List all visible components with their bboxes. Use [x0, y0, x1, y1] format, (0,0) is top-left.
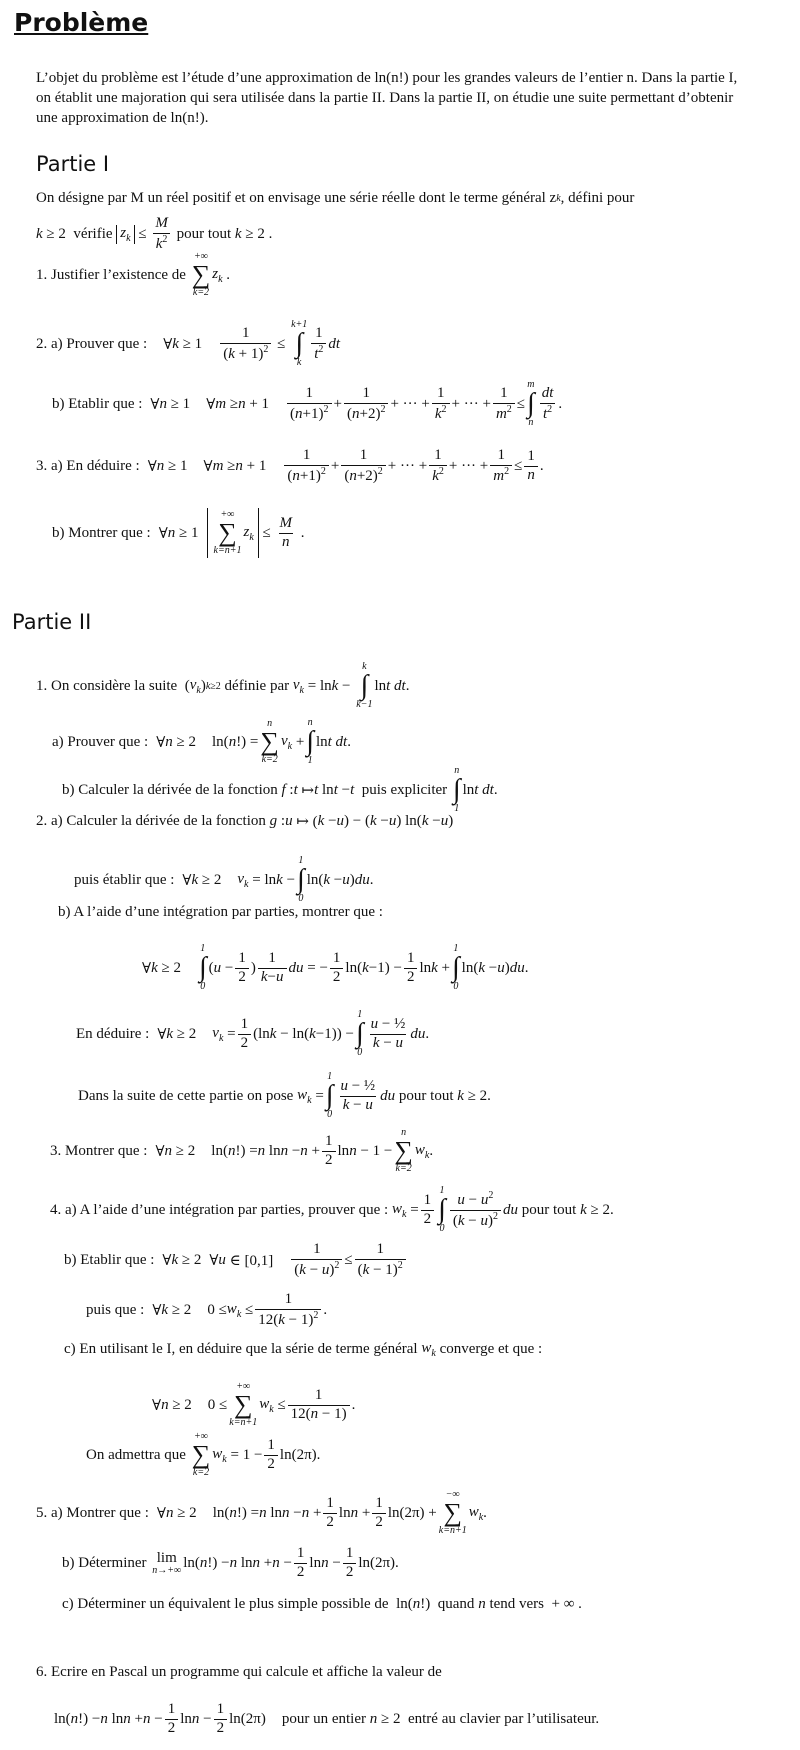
part-one-question-3b: b) Montrer que : ∀ n ≥ 1 +∞ ∑ k=n+1 $z_k$ ≤ $\frac{M}{n}$ .	[52, 509, 305, 556]
part-two-definition-wk: Dans la suite de cette partie on pose $w_k$ = 1 ∫ 0 $\frac{\text{u − ½}}{k - u}$ du pour tout k ≥ 2.	[78, 1071, 491, 1120]
part-two-question-4a: 4. a) A l’aide d’une intégration par parties, prouver que : $w_k$ = $\frac{1}{2}$ 1 ∫ 0 $\frac{u - u^2}{(k - u)^2}$ du pour tout k ≥ 2.	[50, 1185, 614, 1234]
document-title: Problème	[14, 8, 149, 37]
question-text: 3. a) En déduire :	[36, 457, 140, 474]
question-text: b) Montrer que :	[52, 524, 151, 541]
part-two-question-4c-formula: ∀ n ≥ 2 0 ≤ +∞ ∑ k=n+1 $w_k$ ≤ $\frac{1}{12(n - 1)}$ .	[152, 1381, 356, 1428]
for-all-text: pour tout	[398, 1087, 454, 1104]
part-two-question-1a: a) Prouver que : ∀ n ≥ 2 ln( n !) = n ∑ k=2 $v_k$ + n ∫ 1 ln t dt .	[52, 717, 351, 766]
part-two-heading: Partie II	[12, 610, 92, 634]
question-text: 2. a) Prouver que :	[36, 335, 148, 352]
part-two-question-4c: c) En utilisant le I, en déduire que la série de terme général $w_k$ converge et que :	[64, 1340, 543, 1359]
part-two-question-5a: 5. a) Montrer que : ∀ n ≥ 2 ln( n !) = n ln n − n + $\frac{1}{2}$ ln n + $\frac{1}{2}$ ln(2π) + −∞ ∑ k=n+1 $w_k$ .	[36, 1489, 487, 1536]
question-text-2: converge et que :	[439, 1341, 543, 1357]
question-text: 1. Justifier l’existence de	[36, 266, 186, 283]
part-two-question-2b	[58, 904, 383, 921]
part-two-question-4c-admit: On admettra que +∞ ∑ k=2 $w_k$ = 1 − $\frac{1}{2}$ ln(2π).	[86, 1431, 321, 1478]
part-two-question-6	[36, 1664, 442, 1681]
part-two-question-1: 1. On considère la suite ( $v_k$ ) k≥2 définie par $v_k$ = ln k − k ∫ k−1 ln t dt .	[36, 661, 410, 710]
part-two-question-2b-formula: ∀ k ≥ 2 1 ∫ 0 ( u − $\frac{1}{2}$ ) $\frac{1}{k-u}$ du = − $\frac{1}{2}$ ln( k −1) − $\frac{1}{2}$ ln k + 1 ∫ 0 ln( k − u ) du .	[142, 943, 529, 992]
question-text: b) Etablir que :	[52, 395, 143, 412]
part-one-statement-line-1: On désigne par M un réel positif et on envisage une série réelle dont le terme général z k , défini pour	[36, 190, 635, 206]
part-two-question-1b: b) Calculer la dérivée de la fonction f : t ↦ t ln t − t puis expliciter n ∫ 1 ln t dt .	[62, 765, 498, 814]
question-text: 2. a) Calculer la dérivée de la fonction	[36, 813, 266, 829]
question-text-3: entré au clavier par l’utilisateur.	[407, 1710, 600, 1727]
part-two-question-4b-then: puis que : ∀ k ≥ 2 0 ≤ $w_k$ ≤ $\frac{1}{12(k - 1)^2}$ .	[86, 1291, 328, 1328]
question-text: b) A l’aide d’une intégration par parties, montrer que :	[58, 904, 383, 920]
part-one-statement-line-2: k ≥ 2 vérifie $z_k$ ≤ $\frac{M}{k^2}$ pour tout k ≥ 2 .	[36, 215, 273, 252]
question-text: a) Prouver que :	[52, 733, 149, 750]
question-text-2: définie par	[224, 677, 290, 694]
statement-text-2: , défini pour	[560, 190, 635, 206]
part-one-question-2a: 2. a) Prouver que : ∀ k ≥ 1 $\frac{1}{(k + 1)^2}$ ≤ k+1 ∫ k $\frac{1}{t^2}$ dt	[36, 319, 341, 368]
question-text-2: pour un entier	[281, 1710, 366, 1727]
question-text: 5. a) Montrer que :	[36, 1504, 149, 1521]
part-one-question-3a: 3. a) En déduire : ∀ n ≥ 1 ∀ m ≥ n + 1 $\frac{1}{(n+1)^2}$ + $\frac{1}{(n+2)^2}$ + ··· + $\frac{1}{k^2}$ + ··· + $\frac{1}{m^2}$ ≤ $\frac{1}{n}$ .	[36, 447, 544, 484]
question-text: Dans la suite de cette partie on pose	[78, 1087, 294, 1104]
question-text: 3. Montrer que :	[50, 1142, 148, 1159]
part-two-question-3: 3. Montrer que : ∀ n ≥ 2 ln( n !) = n ln n − n + $\frac{1}{2}$ ln n − 1 − n ∑ k=2 $w_k$ .	[50, 1127, 434, 1174]
statement-pour-tout: pour tout	[176, 225, 232, 242]
question-text: b) Calculer la dérivée de la fonction	[62, 781, 278, 798]
question-text-3: tend vers	[489, 1596, 545, 1612]
part-two-question-5b: b) Déterminer lim n→+∞ ln( n !) − n ln n + n − $\frac{1}{2}$ ln n − $\frac{1}{2}$ ln(2π).	[62, 1545, 399, 1580]
question-text: puis que :	[86, 1301, 145, 1318]
question-text-2: quand	[437, 1596, 475, 1612]
question-text: c) Déterminer un équivalent le plus simple possible de	[62, 1596, 389, 1612]
part-two-question-5c: c) Déterminer un équivalent le plus simple possible de ln( n !) quand n tend vers + ∞ .	[62, 1596, 582, 1612]
statement-verifie: vérifie	[73, 225, 113, 242]
question-text: c) En utilisant le I, en déduire que la série de terme général	[64, 1341, 418, 1357]
question-text: b) Déterminer	[62, 1554, 147, 1571]
part-one-heading: Partie I	[36, 152, 110, 176]
part-two-question-2a-then: puis établir que : ∀ k ≥ 2 $v_k$ = ln k − 1 ∫ 0 ln( k − u ) du .	[74, 855, 374, 904]
question-text: 4. a) A l’aide d’une intégration par parties, prouver que :	[50, 1201, 389, 1218]
for-all-text: pour tout	[521, 1201, 577, 1218]
question-text: On admettra que	[86, 1446, 186, 1463]
part-one-question-2b: b) Etablir que : ∀ n ≥ 1 ∀ m ≥ n + 1 $\frac{1}{(n+1)^2}$ + $\frac{1}{(n+2)^2}$ + ··· + $\frac{1}{k^2}$ + ··· + $\frac{1}{m^2}$ ≤ m ∫ n $\frac{dt}{t^2}$ .	[52, 379, 563, 428]
intro-paragraph: L’objet du problème est l’étude d’une approximation de ln(n!) pour les grandes valeurs de l’entier n. Dans la partie I, on établit une majoration qui sera utilisée dans la partie II. Dans la partie II, on étudie une suite permettant d’obtenir une approximation de ln(n!).	[36, 70, 738, 126]
question-text-2: puis expliciter	[361, 781, 448, 798]
question-text: En déduire :	[76, 1025, 150, 1042]
part-two-question-2b-deduce: En déduire : ∀ k ≥ 2 $v_k$ = $\frac{1}{2}$ (ln k − ln( k −1)) − 1 ∫ 0 $\frac{\text{u − ½}}{k - u}$ du .	[76, 1009, 430, 1058]
question-text: b) Etablir que :	[64, 1251, 155, 1268]
question-text: 1. On considère la suite	[36, 677, 178, 694]
part-two-question-2a: 2. a) Calculer la dérivée de la fonction g : u ↦ ( k − u ) − ( k − u ) ln( k − u )	[36, 813, 454, 830]
part-one-question-1: 1. Justifier l’existence de +∞ ∑ k=2 $z_k$ .	[36, 251, 231, 298]
part-two-question-4b: b) Etablir que : ∀ k ≥ 2 ∀ u ∈ [0,1] $\frac{1}{(k - u)^2}$ ≤ $\frac{1}{(k - 1)^2}$	[64, 1242, 408, 1279]
question-text: 6. Ecrire en Pascal un programme qui calcule et affiche la valeur de	[36, 1664, 442, 1680]
part-two-question-6-formula: ln( n !) − n ln n + n − $\frac{1}{2}$ ln n − $\frac{1}{2}$ ln(2π) pour un entier n ≥ 2 entré au clavier par l’utilisateur.	[54, 1701, 600, 1736]
question-text: puis établir que :	[74, 871, 175, 888]
statement-text: On désigne par M un réel positif et on envisage une série réelle dont le terme général z	[36, 190, 557, 206]
